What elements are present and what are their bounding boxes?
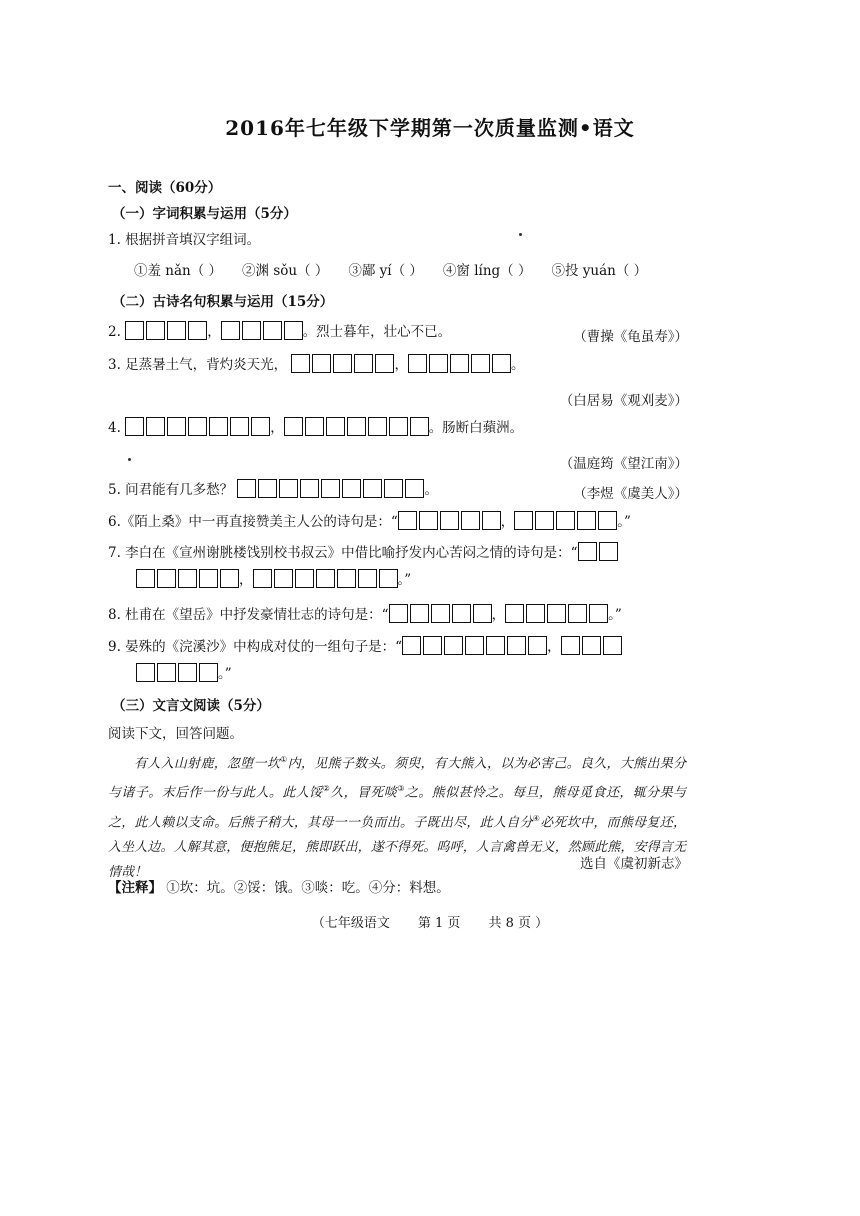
- answer-box[interactable]: [199, 663, 218, 682]
- answer-box[interactable]: [473, 604, 492, 623]
- answer-box[interactable]: [507, 636, 526, 655]
- q9-tail: 。”: [218, 666, 232, 682]
- q8-sep: ，: [491, 607, 506, 623]
- answer-box[interactable]: [312, 354, 331, 373]
- answer-box[interactable]: [402, 636, 421, 655]
- q3-source: （白居易《观刈麦》）: [559, 393, 688, 409]
- answer-box[interactable]: [482, 511, 501, 530]
- passage-text: 久，冒死啖: [330, 785, 398, 801]
- scan-speck: [519, 233, 522, 236]
- q2: [108, 320, 451, 340]
- q7: [108, 541, 618, 561]
- answer-box[interactable]: [178, 663, 197, 682]
- answer-box[interactable]: [408, 354, 427, 373]
- q8-prompt: 8. 杜甫在《望岳》中抒发豪情壮志的诗句是：“: [108, 607, 389, 623]
- q1-prompt: 1. 根据拼音填汉字组词。: [108, 232, 261, 248]
- answer-box[interactable]: [199, 569, 218, 588]
- answer-box[interactable]: [450, 354, 469, 373]
- answer-boxes[interactable]: [237, 479, 424, 498]
- answer-box[interactable]: [300, 479, 319, 498]
- answer-box[interactable]: [146, 417, 165, 436]
- q9: [108, 635, 622, 655]
- answer-box[interactable]: [471, 354, 490, 373]
- q5: [108, 478, 438, 498]
- answer-boxes[interactable]: [136, 663, 218, 682]
- page-footer: [0, 912, 860, 931]
- answer-box[interactable]: [528, 636, 547, 655]
- notes: [108, 876, 450, 896]
- answer-box[interactable]: [582, 636, 601, 655]
- answer-box[interactable]: [514, 511, 533, 530]
- footnote-marker: ②: [322, 784, 331, 794]
- section-heading: 一、阅读（60分）: [108, 180, 222, 196]
- q3-tail: 。: [510, 357, 525, 373]
- answer-box[interactable]: [305, 417, 324, 436]
- answer-box[interactable]: [375, 354, 394, 373]
- answer-box[interactable]: [295, 569, 314, 588]
- answer-box[interactable]: [561, 636, 580, 655]
- answer-box[interactable]: [221, 321, 240, 340]
- answer-boxes[interactable]: [284, 417, 429, 436]
- answer-boxes[interactable]: [136, 569, 239, 588]
- q6-prompt: 6.《陌上桑》中一再直接赞美主人公的诗句是：“: [108, 514, 398, 530]
- answer-box[interactable]: [423, 636, 442, 655]
- q2-sep: ，: [207, 324, 221, 340]
- q4-num: 4.: [108, 420, 121, 436]
- answer-box[interactable]: [547, 604, 566, 623]
- answer-box[interactable]: [526, 604, 545, 623]
- answer-boxes[interactable]: [408, 354, 511, 373]
- q4-source: （温庭筠《望江南》）: [559, 456, 688, 472]
- part1-heading: （一）字词积累与运用（5分）: [112, 206, 297, 222]
- answer-box[interactable]: [429, 354, 448, 373]
- answer-box[interactable]: [405, 479, 424, 498]
- answer-boxes[interactable]: [221, 321, 303, 340]
- q9-prompt: 9. 晏殊的《浣溪沙》中构成对仗的一组句子是：“: [108, 639, 403, 655]
- passage-source: 选自《虞初新志》: [580, 856, 688, 872]
- answer-box[interactable]: [316, 569, 335, 588]
- q7-sep: ，: [239, 572, 253, 588]
- answer-box[interactable]: [363, 479, 382, 498]
- answer-box[interactable]: [444, 636, 463, 655]
- q8: [108, 603, 622, 623]
- q6: [108, 510, 631, 530]
- answer-boxes[interactable]: [291, 354, 394, 373]
- q4-tail: 。肠断白蘋洲。: [428, 420, 524, 436]
- answer-box[interactable]: [431, 604, 450, 623]
- answer-boxes[interactable]: [561, 636, 622, 655]
- answer-box[interactable]: [291, 354, 310, 373]
- answer-boxes[interactable]: [253, 569, 398, 588]
- answer-box[interactable]: [284, 321, 303, 340]
- q7-tail: 。”: [397, 572, 412, 588]
- footer-page: 第 1 页: [417, 916, 461, 931]
- answer-box[interactable]: [535, 511, 554, 530]
- answer-box[interactable]: [136, 663, 155, 682]
- q1-item-1[interactable]: ①羞 nǎn（ ）: [134, 263, 223, 279]
- answer-box[interactable]: [333, 354, 352, 373]
- answer-box[interactable]: [188, 321, 207, 340]
- answer-box[interactable]: [237, 479, 256, 498]
- answer-box[interactable]: [354, 354, 373, 373]
- notes-label: 【注释】: [108, 880, 162, 896]
- q1-item-3[interactable]: ③鄙 yí（ ）: [348, 263, 423, 279]
- answer-box[interactable]: [452, 604, 471, 623]
- q6-sep: ，: [500, 514, 515, 530]
- answer-box[interactable]: [358, 569, 377, 588]
- answer-box[interactable]: [157, 663, 176, 682]
- answer-box[interactable]: [251, 417, 270, 436]
- q1-item-5[interactable]: ⑤投 yuán（ ）: [551, 263, 648, 279]
- q2-num: 2.: [108, 324, 121, 340]
- answer-box[interactable]: [492, 354, 511, 373]
- answer-box[interactable]: [125, 417, 144, 436]
- answer-box[interactable]: [136, 569, 155, 588]
- answer-box[interactable]: [556, 511, 575, 530]
- answer-box[interactable]: [589, 604, 608, 623]
- answer-box[interactable]: [178, 569, 197, 588]
- answer-box[interactable]: [167, 321, 186, 340]
- answer-box[interactable]: [230, 417, 249, 436]
- footer-total: 共 8 页 ）: [488, 916, 549, 931]
- passage-text: 有人入山射鹿，忽堕一坎: [134, 756, 281, 772]
- footnote-marker: ④: [532, 813, 541, 823]
- q6-tail: 。”: [617, 514, 631, 530]
- notes-text: ①坎：坑。②馁：饿。③啖：吃。④分：料想。: [166, 880, 450, 896]
- q9-sep: ，: [547, 639, 561, 655]
- q5-prompt: 5. 问君能有几多愁？: [108, 482, 234, 498]
- part3-instruction: 阅读下文，回答问题。: [108, 726, 243, 742]
- answer-boxes[interactable]: [578, 542, 618, 561]
- answer-box[interactable]: [461, 511, 480, 530]
- answer-box[interactable]: [242, 321, 261, 340]
- answer-box[interactable]: [321, 479, 340, 498]
- passage-text: 必死坎中，而熊母复还，入坐人边。人解其意，便抱熊足，熊即跃出，遂不得死。呜呼，人言禽兽无义，然顾此熊，安得言无情哉！: [108, 814, 686, 880]
- q3-prompt: 3. 足蒸暑土气，背灼炎天光，: [108, 357, 288, 373]
- answer-boxes[interactable]: [125, 417, 270, 436]
- answer-box[interactable]: [410, 604, 429, 623]
- answer-box[interactable]: [220, 569, 239, 588]
- answer-box[interactable]: [188, 417, 207, 436]
- answer-box[interactable]: [146, 321, 165, 340]
- answer-box[interactable]: [209, 417, 228, 436]
- answer-box[interactable]: [368, 417, 387, 436]
- answer-box[interactable]: [274, 569, 293, 588]
- q1-item-4[interactable]: ④窗 líng（ ）: [442, 263, 532, 279]
- part2-heading: （二）古诗名句积累与运用（15分）: [112, 294, 334, 310]
- answer-box[interactable]: [167, 417, 186, 436]
- answer-box[interactable]: [568, 604, 587, 623]
- q9-continued: [136, 662, 232, 682]
- q2-source: （曹操《龟虽寿》）: [573, 329, 688, 345]
- answer-box[interactable]: [258, 479, 277, 498]
- answer-box[interactable]: [284, 417, 303, 436]
- answer-boxes[interactable]: [125, 321, 207, 340]
- answer-boxes[interactable]: [402, 636, 547, 655]
- answer-box[interactable]: [603, 636, 622, 655]
- answer-box[interactable]: [505, 604, 524, 623]
- answer-box[interactable]: [440, 511, 459, 530]
- answer-box[interactable]: [578, 542, 597, 561]
- answer-box[interactable]: [263, 321, 282, 340]
- part3-heading: （三）文言文阅读（5分）: [112, 698, 270, 714]
- answer-box[interactable]: [598, 511, 617, 530]
- q7-continued: [136, 568, 411, 588]
- answer-box[interactable]: [419, 511, 438, 530]
- answer-box[interactable]: [389, 417, 408, 436]
- q2-tail: 。烈士暮年，壮心不已。: [302, 324, 452, 340]
- q4: [108, 416, 523, 436]
- answer-box[interactable]: [253, 569, 272, 588]
- q1-item-2[interactable]: ②渊 sǒu（ ）: [242, 263, 329, 279]
- q7-prompt: 7. 李白在《宣州谢朓楼饯别校书叔云》中借比喻抒发内心苦闷之情的诗句是：“: [108, 545, 578, 561]
- passage-text: 之。熊似甚怜之。每旦，熊母觅食还，辄分果与之，此人赖以支命。后熊子稍大，其母一一负而出。子既出尽，此人自分: [108, 785, 687, 830]
- q1-items: [134, 259, 647, 279]
- answer-boxes[interactable]: [389, 604, 492, 623]
- answer-box[interactable]: [157, 569, 176, 588]
- scan-speck: [128, 458, 131, 461]
- passage-text: 内，见熊子数头。须臾，有大熊入，以为必害己。良久，大熊出果分与诸子。末后作一份与此人。此人馁: [108, 756, 686, 801]
- answer-box[interactable]: [342, 479, 361, 498]
- answer-box[interactable]: [389, 604, 408, 623]
- answer-box[interactable]: [465, 636, 484, 655]
- page-title: 2016年七年级下学期第一次质量监测•语文: [225, 116, 635, 140]
- footnote-marker: ①: [280, 755, 288, 764]
- answer-box[interactable]: [486, 636, 505, 655]
- footer-subject: （七年级语文: [311, 916, 390, 931]
- answer-box[interactable]: [379, 569, 398, 588]
- q3: [108, 353, 524, 373]
- q3-sep: ，: [394, 357, 408, 373]
- q4-sep: ，: [270, 420, 284, 436]
- answer-boxes[interactable]: [398, 511, 501, 530]
- answer-box[interactable]: [599, 542, 618, 561]
- answer-box[interactable]: [125, 321, 144, 340]
- q5-tail: 。: [424, 482, 438, 498]
- answer-box[interactable]: [577, 511, 596, 530]
- answer-boxes[interactable]: [514, 511, 617, 530]
- answer-box[interactable]: [410, 417, 429, 436]
- answer-box[interactable]: [337, 569, 356, 588]
- answer-box[interactable]: [398, 511, 417, 530]
- footnote-marker: ③: [397, 784, 405, 794]
- q5-source: （李煜《虞美人》）: [573, 486, 688, 502]
- answer-boxes[interactable]: [505, 604, 608, 623]
- answer-box[interactable]: [384, 479, 403, 498]
- answer-box[interactable]: [279, 479, 298, 498]
- q8-tail: 。”: [608, 607, 622, 623]
- answer-box[interactable]: [326, 417, 345, 436]
- answer-box[interactable]: [347, 417, 366, 436]
